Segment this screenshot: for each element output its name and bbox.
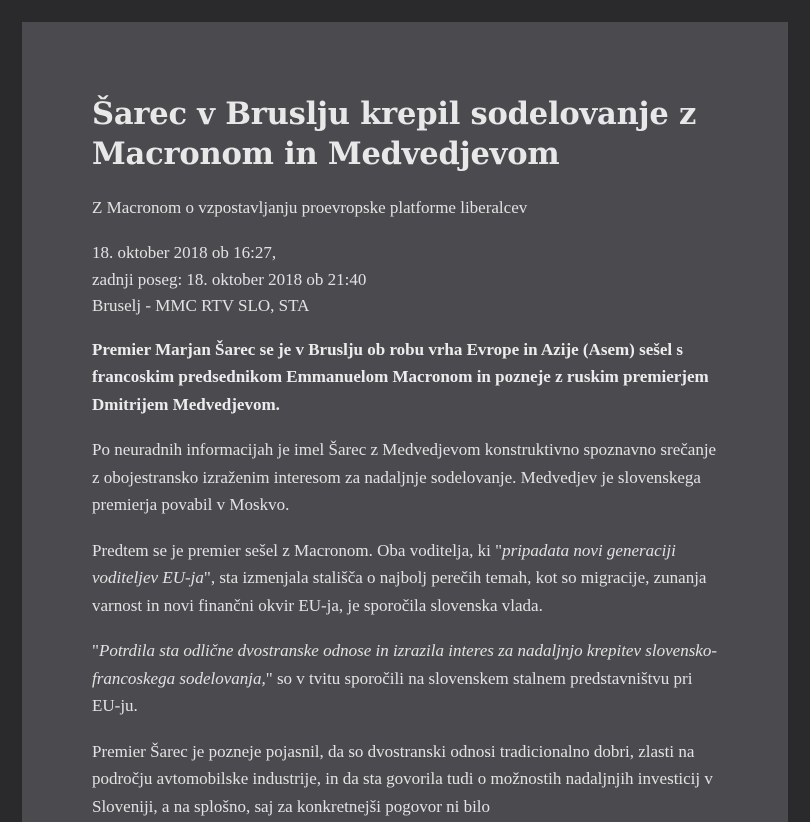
paragraph-2-text-before: Predtem se je premier sešel z Macronom. Oba voditelja, ki " bbox=[92, 540, 503, 560]
paragraph-3 bbox=[92, 637, 718, 720]
article-lead: Premier Marjan Šarec se je v Bruslju ob robu vrha Evrope in Azije (Asem) sešel s francoskim predsednikom Emmanuelom Macronom in pozneje z ruskim premierjem Dmitrijem Medvedjevom. bbox=[92, 339, 709, 414]
article-subtitle: Z Macronom o vzpostavljanju proevropske platforme liberalcev bbox=[92, 198, 528, 217]
paragraph-3-quote: Potrdila sta odlične dvostranske odnose in izrazila interes za nadaljnjo krepitev slovensko-francoskega sodelovanja, bbox=[92, 641, 718, 688]
paragraph-2-quote: pripadata novi generaciji voditeljev EU-ja bbox=[92, 540, 676, 587]
paragraph-4: Premier Šarec je pozneje pojasnil, da so dvostranski odnosi tradicionalno dobri, zlasti na področju avtomobilske industrije, in da sta govorila tudi o možnostih nadaljnjih investicij v Sloveniji, a na splošno, saj za konkretnejši pogovor ni bilo bbox=[92, 741, 713, 816]
article-title: Šarec v Bruslju krepil sodelovanje z Macronom in Medvedjevom bbox=[92, 96, 697, 172]
article-source: Bruselj - MMC RTV SLO, STA bbox=[92, 296, 310, 315]
paragraph-1: Po neuradnih informacijah je imel Šarec z Medvedjevom konstruktivno spoznavno srečanje z obojestransko izraženim interesom za nadaljnje sodelovanje. Medvedjev je slovenskega premierja povabil v Moskvo. bbox=[92, 440, 717, 514]
article-meta bbox=[92, 240, 718, 320]
paragraph-2 bbox=[92, 537, 718, 620]
publish-date: 18. oktober 2018 ob 16:27, bbox=[92, 243, 277, 262]
paragraph-3-text-after: " so v tvitu sporočili na slovenskem stalnem predstavništvu pri EU-ju. bbox=[92, 668, 693, 715]
paragraph-3-text-before: " bbox=[92, 641, 99, 660]
reader-view bbox=[22, 22, 788, 822]
update-date: zadnji poseg: 18. oktober 2018 ob 21:40 bbox=[92, 269, 367, 289]
paragraph-2-text-after: ", sta izmenjala stališča o najbolj perečih temah, kot so migracije, zunanja varnost in novi finančni okvir EU-ja, je sporočila slovenska vlada. bbox=[92, 568, 707, 615]
